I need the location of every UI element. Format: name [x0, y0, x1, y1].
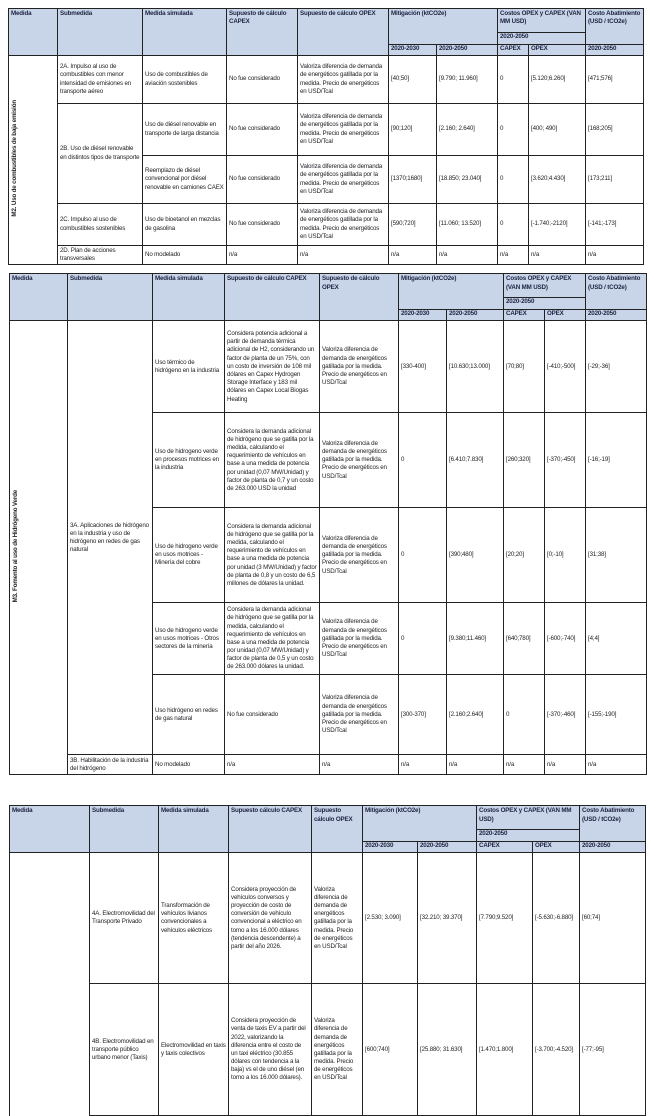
cell-mit-2030: [90;120] — [389, 104, 437, 156]
cell-mit-2030: 0 — [399, 508, 447, 603]
header-opex: OPEX — [533, 842, 580, 853]
cell-medida — [10, 853, 90, 1116]
cell-abat: [-77;-95] — [580, 984, 646, 1116]
cell-capex-sup: No fue considerado — [227, 56, 298, 104]
cell-mit-2050: [9.790; 11.960] — [437, 56, 498, 104]
cell-mit-2050: [9.380;11.460] — [447, 603, 504, 675]
cell-simulada: Reemplazo de diésel convencional por diésel renovable en camiones CAEX — [143, 156, 227, 204]
table-header — [10, 274, 647, 321]
cell-mit-2050: [2.160;2.640] — [447, 675, 504, 755]
cell-capex: 0 — [498, 156, 529, 204]
cell-capex: [20;20] — [504, 508, 545, 603]
cell-simulada: Uso de hidrogeno verde en procesos motrices en la industria — [153, 413, 225, 508]
cell-mit-2050: [10.630;13.000] — [447, 321, 504, 413]
cell-mit-2050: [32.210; 39.370] — [418, 853, 477, 984]
header-submedida: Submedida — [90, 806, 159, 853]
header-capex: CAPEX — [498, 45, 529, 56]
header-costos-period: 2020-2050 — [477, 830, 580, 842]
cell-simulada: Uso de hidrogeno verde en usos motrices - Otros sectores de la minería — [153, 603, 225, 675]
cell-opex-sup: Valoriza diferencia de demanda de energéticos gatillada por la medida. Precio de energéticos en USD/Tcal — [320, 413, 399, 508]
cell-opex-sup: Valoriza diferencia de demanda de energéticos gatillada por la medida. Precio de energéticos en USD/Tcal — [312, 984, 363, 1116]
cell-opex: [-370;-450] — [545, 413, 586, 508]
cell-opex-sup: Valoriza diferencia de demanda de energéticos gatillada por la medida. Precio de energéticos en USD/Tcal — [320, 675, 399, 755]
table-header — [9, 9, 644, 56]
cell-opex-sup: Valoriza diferencia de demanda de energéticos gatillada por la medida. Precio de energéticos en USD/Tcal — [320, 321, 399, 413]
cell-simulada: Uso térmico de hidrógeno en la industria — [153, 321, 225, 413]
cell-capex-sup: Considera la demanda adicional de hidrógeno que se gatilla por la medida, calculando el requerimiento de vehículos en base a una medida de potencia por unidad (0,07 MW/Unidad) y factor de planta de 0,5 y un costo de 263.000 dólares la unidad. — [225, 603, 320, 675]
cell-abat: n/a — [586, 246, 644, 265]
header-costos-period: 2020-2050 — [504, 298, 586, 310]
cell-capex: 0 — [498, 104, 529, 156]
cell-opex: [-370;-460] — [545, 675, 586, 755]
header-costos: Costos OPEX y CAPEX (VAN MM USD) — [504, 274, 586, 298]
header-medida: Medida — [10, 806, 90, 853]
cell-opex-sup: Valoriza diferencia de demanda de energéticos gatillada por la medida. Precio de energéticos en USD/Tcal — [320, 508, 399, 603]
table-row — [10, 321, 647, 413]
cell-mit-2030: 0 — [399, 603, 447, 675]
header-supuesto-opex: Supuesto de cálculo OPEX — [320, 274, 399, 321]
cell-mit-2050: [2.160; 2.640] — [437, 104, 498, 156]
cell-simulada: Transformación de vehículos livianos convencionales a vehículos eléctricos — [159, 853, 229, 984]
cell-opex: [400; 490] — [529, 104, 586, 156]
cell-abat: [60;74] — [580, 853, 646, 984]
cell-abat: [-141;-173] — [586, 204, 644, 246]
cell-submedida: 2A. Impulso al uso de combustibles con menor intensidad de emisiones en transporte aéreo — [58, 56, 143, 104]
table-row — [10, 853, 646, 984]
table-m4-electromovilidad — [9, 805, 646, 1116]
cell-capex-sup: Considera proyección de venta de taxis EV a partir del 2022, valorizando la diferencia entre el costo de un taxi eléctrico (30.855 dólares con tendencia a la baja) vs el de uno diésel (en torno a los 16.000 dólares). — [229, 984, 312, 1116]
cell-abat: [173;211] — [586, 156, 644, 204]
cell-abat: [471;576] — [586, 56, 644, 104]
header-mitigacion-2030: 2020-2030 — [389, 45, 437, 56]
cell-opex: [-1.740;-2120] — [529, 204, 586, 246]
table-m3-hidrogeno — [9, 273, 647, 775]
table-m2-combustibles — [8, 8, 644, 265]
cell-mit-2030: [1370;1680] — [389, 156, 437, 204]
medida-label: M3. Fomento al uso de Hidrógeno Verde — [12, 490, 19, 603]
cell-abat: [168;205] — [586, 104, 644, 156]
cell-capex-sup: No fue considerado — [227, 156, 298, 204]
cell-mit-2050: [6.410;7.830] — [447, 413, 504, 508]
cell-capex: 0 — [498, 56, 529, 104]
header-supuesto-capex: Supuesto cálculo CAPEX — [229, 806, 312, 853]
cell-submedida: 3A. Aplicaciones de hidrógeno en la industria y uso de hidrógeno en redes de gas natural — [68, 321, 153, 755]
cell-capex-sup: Considera potencia adicional a partir de demanda térmica adicional de H2, considerando un factor de planta de un 75%, con un costo de inversión de 108 mil dólares en Capex Hydrogen Storage Interface y 183 mil dólares en Capex Local Biogas Heating — [225, 321, 320, 413]
header-supuesto-capex: Supuesto de cálculo CAPEX — [225, 274, 320, 321]
header-supuesto-capex: Supuesto de cálculo CAPEX — [227, 9, 298, 56]
cell-capex-sup: n/a — [225, 755, 320, 775]
cell-opex: [-3.700;-4.520] — [533, 984, 580, 1116]
cell-submedida: 2C. Impulso al uso de combustibles sostenibles — [58, 204, 143, 246]
cell-abat: [4;4] — [586, 603, 647, 675]
cell-mit-2050: [390;480] — [447, 508, 504, 603]
cell-simulada: Uso de bioetanol en mezclas de gasolina — [143, 204, 227, 246]
cell-capex: [7.790;9.520] — [477, 853, 533, 984]
cell-submedida: 2D. Plan de acciones transversales — [58, 246, 143, 265]
cell-opex: [-410;-500] — [545, 321, 586, 413]
cell-opex-sup: Valoriza diferencia de demanda de energéticos gatillada por la medida. Precio de energéticos en USD/Tcal — [298, 56, 389, 104]
cell-capex-sup: Considera la demanda adicional de hidrógeno que se gatilla por la medida, calculando el requerimiento de vehículos en base a una medida de potencia por unidad (3 MW/Unidad) y factor de planta de 0,8 y un costo de 6,5 millones de dólares la unidad. — [225, 508, 320, 603]
cell-opex: [3.620;4.430] — [529, 156, 586, 204]
header-costo-abatimiento: Costo Abatimiento (USD / tCO2e) — [580, 806, 646, 842]
header-submedida: Submedida — [68, 274, 153, 321]
cell-submedida: 3B. Habilitación de la industria del hidrógeno — [68, 755, 153, 775]
cell-mit-2030: [590;720] — [389, 204, 437, 246]
cell-simulada: Electromovilidad en taxis y taxis colectivos — [159, 984, 229, 1116]
cell-mit-2030: [600;740] — [363, 984, 418, 1116]
header-capex: CAPEX — [504, 310, 545, 321]
cell-capex-sup: No fue considerado — [227, 204, 298, 246]
cell-abat: [-155;-190] — [586, 675, 647, 755]
table-row — [10, 984, 646, 1116]
cell-opex: [-5.630;-6.880] — [533, 853, 580, 984]
cell-submedida: 4B. Electromovilidad en transporte público urbano menor (Taxis) — [90, 984, 159, 1116]
cell-capex: n/a — [504, 755, 545, 775]
cell-mit-2050: n/a — [447, 755, 504, 775]
cell-mit-2030: n/a — [399, 755, 447, 775]
cell-capex: [1.470;1.800] — [477, 984, 533, 1116]
cell-simulada: No modelado — [153, 755, 225, 775]
table-row — [9, 204, 644, 246]
cell-capex: [640;780] — [504, 603, 545, 675]
cell-capex-sup: n/a — [227, 246, 298, 265]
cell-mit-2030: [2.530; 3.090] — [363, 853, 418, 984]
cell-opex-sup: Valoriza diferencia de demanda de energéticos gatillada por la medida. Precio de energéticos en USD/Tcal — [312, 853, 363, 984]
cell-simulada: Uso de diésel renovable en transporte de larga distancia — [143, 104, 227, 156]
header-medida-simulada: Medida simulada — [159, 806, 229, 853]
cell-abat: n/a — [586, 755, 647, 775]
cell-opex: [0;-10] — [545, 508, 586, 603]
cell-mit-2030: [300-370] — [399, 675, 447, 755]
cell-mit-2030: [40;50] — [389, 56, 437, 104]
medida-label: M2. Uso de combustibles de baja emisión — [11, 100, 18, 217]
cell-opex: n/a — [529, 246, 586, 265]
header-costo-abatimiento: Costo Abatimiento (USD / tCO2e) — [586, 274, 647, 310]
header-submedida: Submedida — [58, 9, 143, 56]
header-mitigacion: Mitigación (ktCO2e) — [363, 806, 477, 842]
header-opex: OPEX — [529, 45, 586, 56]
table-row — [9, 56, 644, 104]
header-costos: Costos OPEX y CAPEX (VAN MM USD) — [498, 9, 586, 33]
header-mitigacion-2030: 2020-2030 — [363, 842, 418, 853]
cell-opex: n/a — [545, 755, 586, 775]
cell-capex-sup: Considera proyección de vehículos conversos y proyección de costo de conversión de vehículo convencional a eléctrico en torno a los 16.000 dólares (tendencia descendente) a partir del año 2026. — [229, 853, 312, 984]
table-row — [9, 246, 644, 265]
cell-opex-sup: Valoriza diferencia de demanda de energéticos gatillada por la medida. Precio de energéticos en USD/Tcal — [298, 204, 389, 246]
header-medida-simulada: Medida simulada — [143, 9, 227, 56]
cell-submedida: 2B. Uso de diésel renovable en distintos tipos de transporte — [58, 104, 143, 204]
cell-mit-2030: n/a — [389, 246, 437, 265]
header-abatimiento-period: 2020-2050 — [586, 45, 644, 56]
cell-capex: [260;320] — [504, 413, 545, 508]
header-supuesto-opex: Supuesto cálculo OPEX — [312, 806, 363, 853]
header-costos-period: 2020-2050 — [498, 33, 586, 45]
header-opex: OPEX — [545, 310, 586, 321]
cell-opex-sup: Valoriza diferencia de demanda de energéticos gatillada por la medida. Precio de energéticos en USD/Tcal — [298, 156, 389, 204]
cell-abat: [31;38] — [586, 508, 647, 603]
cell-opex-sup: Valoriza diferencia de demanda de energéticos gatillada por la medida. Precio de energéticos en USD/Tcal — [320, 603, 399, 675]
header-costo-abatimiento: Costo Abatimiento (USD / tCO2e) — [586, 9, 644, 45]
cell-capex-sup: No fue considerado — [227, 104, 298, 156]
cell-capex: 0 — [504, 675, 545, 755]
cell-mit-2050: n/a — [437, 246, 498, 265]
cell-abat: [-29;-36] — [586, 321, 647, 413]
header-capex: CAPEX — [477, 842, 533, 853]
header-mitigacion-2050: 2020-2050 — [418, 842, 477, 853]
header-supuesto-opex: Supuesto de cálculo OPEX — [298, 9, 389, 56]
table-row — [9, 104, 644, 156]
cell-capex: [70;80] — [504, 321, 545, 413]
cell-medida — [9, 56, 58, 265]
cell-submedida: 4A. Electromovilidad del Transporte Privado — [90, 853, 159, 984]
header-medida: Medida — [10, 274, 68, 321]
cell-opex: [5.120;6.260] — [529, 56, 586, 104]
cell-opex-sup: Valoriza diferencia de demanda de energéticos gatillada por la medida. Precio de energéticos en USD/Tcal — [298, 104, 389, 156]
cell-simulada: Uso de hidrogeno verde en usos motrices - Minería del cobre — [153, 508, 225, 603]
table-row — [10, 755, 647, 775]
header-mitigacion: Mitigación (ktCO2e) — [399, 274, 504, 310]
cell-capex: n/a — [498, 246, 529, 265]
header-mitigacion-2030: 2020-2030 — [399, 310, 447, 321]
cell-opex: [-600;-740] — [545, 603, 586, 675]
cell-capex: 0 — [498, 204, 529, 246]
cell-simulada: No modelado — [143, 246, 227, 265]
cell-opex-sup: n/a — [298, 246, 389, 265]
cell-simulada: Uso hidrógeno en redes de gas natural — [153, 675, 225, 755]
cell-simulada: Uso de combustibles de aviación sostenibles — [143, 56, 227, 104]
header-costos: Costos OPEX y CAPEX (VAN MM USD) — [477, 806, 580, 830]
header-mitigacion-2050: 2020-2050 — [437, 45, 498, 56]
header-medida-simulada: Medida simulada — [153, 274, 225, 321]
cell-mit-2050: [11.060; 13.520] — [437, 204, 498, 246]
cell-mit-2030: [330-400] — [399, 321, 447, 413]
cell-mit-2050: [18.850; 23.040] — [437, 156, 498, 204]
cell-capex-sup: Considera la demanda adicional de hidrógeno que se gatilla por la medida, calculando el requerimiento de vehículos en base a una medida de potencia por unidad (0,07 MW/Unidad) y factor de planta de 0,7 y un costo de 263.000 USD la unidad — [225, 413, 320, 508]
header-medida: Medida — [9, 9, 58, 56]
cell-capex-sup: No fue considerado — [225, 675, 320, 755]
header-abatimiento-period: 2020-2050 — [580, 842, 646, 853]
cell-opex-sup: n/a — [320, 755, 399, 775]
header-abatimiento-period: 2020-2050 — [586, 310, 647, 321]
cell-mit-2050: [25.880; 31.630] — [418, 984, 477, 1116]
cell-abat: [-16;-19] — [586, 413, 647, 508]
header-mitigacion-2050: 2020-2050 — [447, 310, 504, 321]
cell-mit-2030: 0 — [399, 413, 447, 508]
cell-medida — [10, 321, 68, 775]
header-mitigacion: Mitigación (ktCO2e) — [389, 9, 498, 45]
table-header — [10, 806, 646, 853]
